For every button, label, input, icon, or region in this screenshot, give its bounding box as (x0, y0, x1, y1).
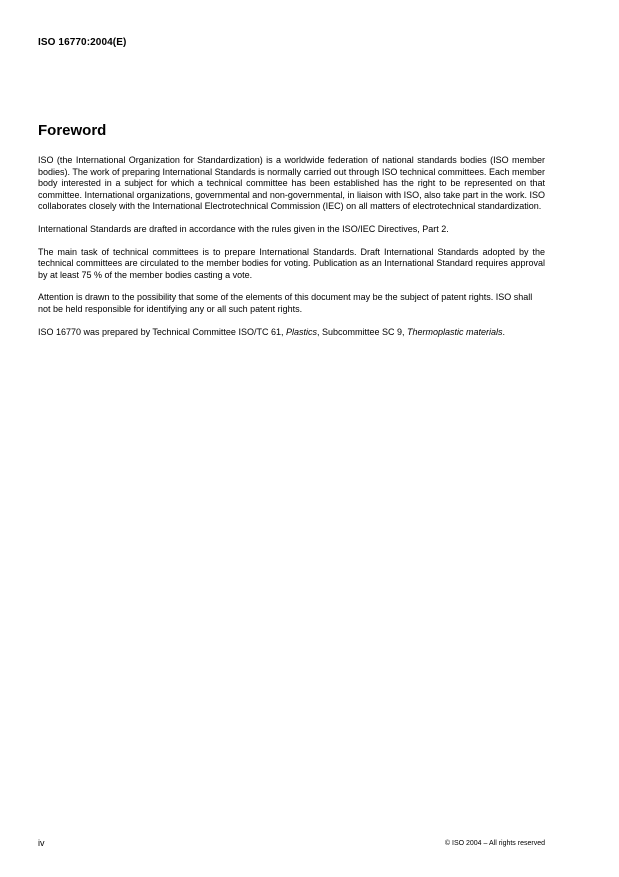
subcommittee-text: , Subcommittee SC 9, (316, 326, 408, 337)
paragraph-patent-rights: Attention is drawn to the possibility that some of the elements of this document may be the subject of patent rights. ISO shall not be held responsible for identifying any or all such patent rights. (38, 292, 533, 314)
paragraph-preparation (38, 327, 545, 339)
document-id-header: ISO 16770:2004(E) (38, 37, 127, 48)
foreword-body (38, 155, 545, 349)
paragraph-organization: ISO (the International Organization for Standardization) is a worldwide federation of national standards bodies (ISO member bodies). The work of preparing International Standards is normally carried out through ISO technical committees. Each member body interested in a subject for which a technical committee has been established has the right to be represented on that committee. International organizations, governmental and non-governmental, in liaison with ISO, also take part in the work. ISO collaborates closely with the International Electrotechnical Commission (IEC) on all matters of electrotechnical standardization. (38, 155, 545, 212)
preparation-text: ISO 16770 was prepared by Technical Committee ISO/TC 61, (38, 326, 286, 337)
foreword-title: Foreword (38, 122, 107, 139)
paragraph-committees: The main task of technical committees is to prepare International Standards. Draft International Standards adopted by the technical committees are circulated to the member bodies for voting. Publication as an International Standard requires approval by at least 75 % of the member bodies casting a vote. (38, 246, 545, 280)
preparation-end: . (502, 326, 506, 337)
copyright-notice: © ISO 2004 – All rights reserved (444, 840, 545, 847)
plastics-term: Plastics (285, 326, 317, 337)
page-number: iv (38, 838, 45, 848)
thermoplastic-term: Thermoplastic materials (407, 326, 503, 337)
paragraph-directives: International Standards are drafted in accordance with the rules given in the ISO/IEC Directives, Part 2. (38, 223, 449, 234)
